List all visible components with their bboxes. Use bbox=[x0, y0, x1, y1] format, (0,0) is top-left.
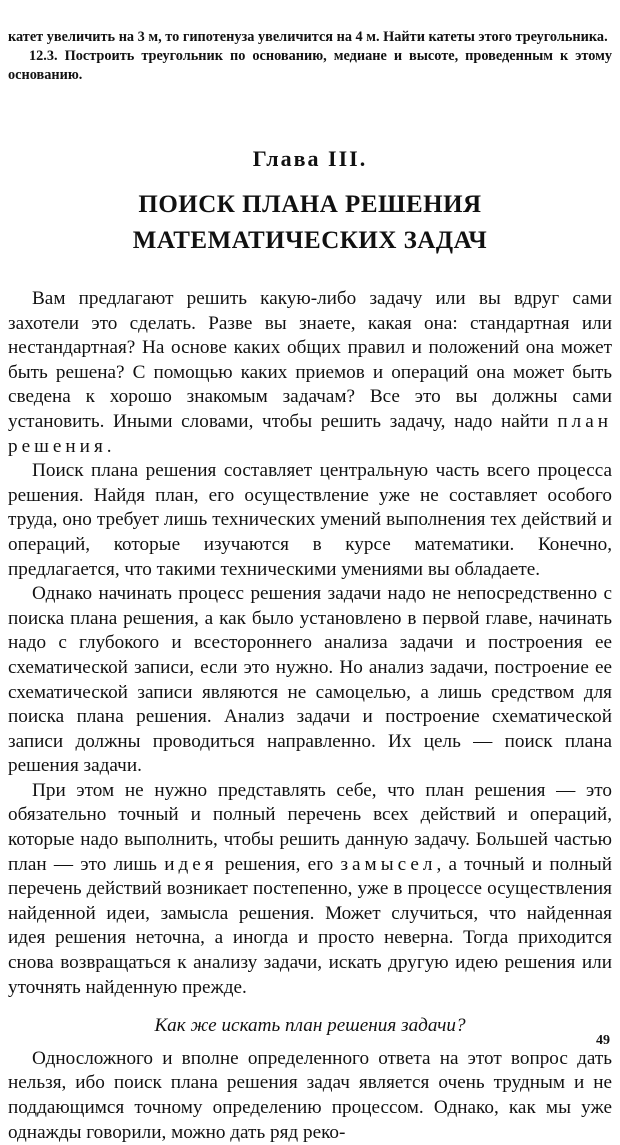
paragraph-1 bbox=[8, 287, 612, 459]
emphasis-zamysel: замысел bbox=[340, 853, 437, 875]
paragraph-3: Однако начинать процесс решения задачи надо не непосредственно с поиска плана решения, а как было установлено в первой главе, начинать надо с глубокого и всестороннего анализа задачи и построения ее схематической записи, если это нужно. Но анализ задачи, построение ее схематической записи являются не самоцелью, а лишь средством для поиска плана решения. Анализ задачи и построение схематической записи должны проводиться направленно. Их цель — поиск плана решения задачи. bbox=[8, 583, 612, 777]
paragraph-4-text-a: При этом не нужно представлять себе, что план решения — это обязательно точный и полный перечень всех действий и операций, которые надо выполнить, чтобы решить данную задачу. Большей частью план — это лишь bbox=[8, 779, 612, 875]
paragraph-4 bbox=[8, 779, 612, 1000]
paragraph-5: Односложного и вполне определенного ответа на этот вопрос дать нельзя, ибо поиск плана решения задач является очень трудным и не поддающимся точному определению процессом. Однако, как мы уже однажды говорили, можно дать ряд реко- bbox=[8, 1047, 612, 1143]
section-subheading: Как же искать план решения задачи? bbox=[154, 1015, 466, 1037]
paragraph-1-end: . bbox=[106, 435, 112, 457]
exercise-12-3: 12.3. Построить треугольник по основанию, медиане и высоте, проведенным к этому основанию. bbox=[8, 48, 612, 83]
chapter-body bbox=[8, 287, 612, 1145]
chapter-title-line-2: МАТЕМАТИЧЕСКИХ ЗАДАЧ bbox=[132, 227, 488, 254]
emphasis-plan-resheniya: план решения bbox=[8, 410, 613, 457]
paragraph-2: Поиск плана решения составляет центральную часть всего процесса решения. Найдя план, его осуществление уже не составляет особого труда, оно требует лишь технических умений выполнения тех действий и операций, которые изучаются в курсе математики. Конечно, предлагается, что такими техническими умениями вы обладаете. bbox=[8, 460, 612, 580]
emphasis-ideya: идея bbox=[164, 853, 218, 875]
paragraph-4-text-b: решения, его bbox=[224, 853, 334, 875]
paragraph-1-text: Вам предлагают решить какую-либо задачу или вы вдруг сами захотели это сделать. Разве вы знаете, какая она: стандартная или нестандартная? На основе каких общих правил и положений она может быть решена? С помощью каких приемов и операций она может быть сведена к хорошо знакомым задачам? Все это вы должны сами установить. Иными словами, чтобы решить задачу, надо найти bbox=[8, 288, 612, 432]
paragraph-4-text-c: , а точный и полный перечень действий возникает постепенно, уже в процессе осуществления найденной идеи, замысла решения. Может случиться, что найденная идея решения неточна, а иногда и просто неверна. Тогда приходится снова возвращаться к анализу задачи, искать другую идею решения или уточнять найденную прежде. bbox=[8, 853, 612, 998]
chapter-title-line-1: ПОИСК ПЛАНА РЕШЕНИЯ bbox=[138, 191, 482, 218]
chapter-label: Глава III. bbox=[252, 146, 368, 171]
exercise-continuation: катет увеличить на 3 м, то гипотенуза увеличится на 4 м. Найти катеты этого треугольника. bbox=[8, 29, 608, 45]
chapter-title bbox=[8, 187, 612, 259]
page-number: 49 bbox=[596, 1033, 610, 1048]
